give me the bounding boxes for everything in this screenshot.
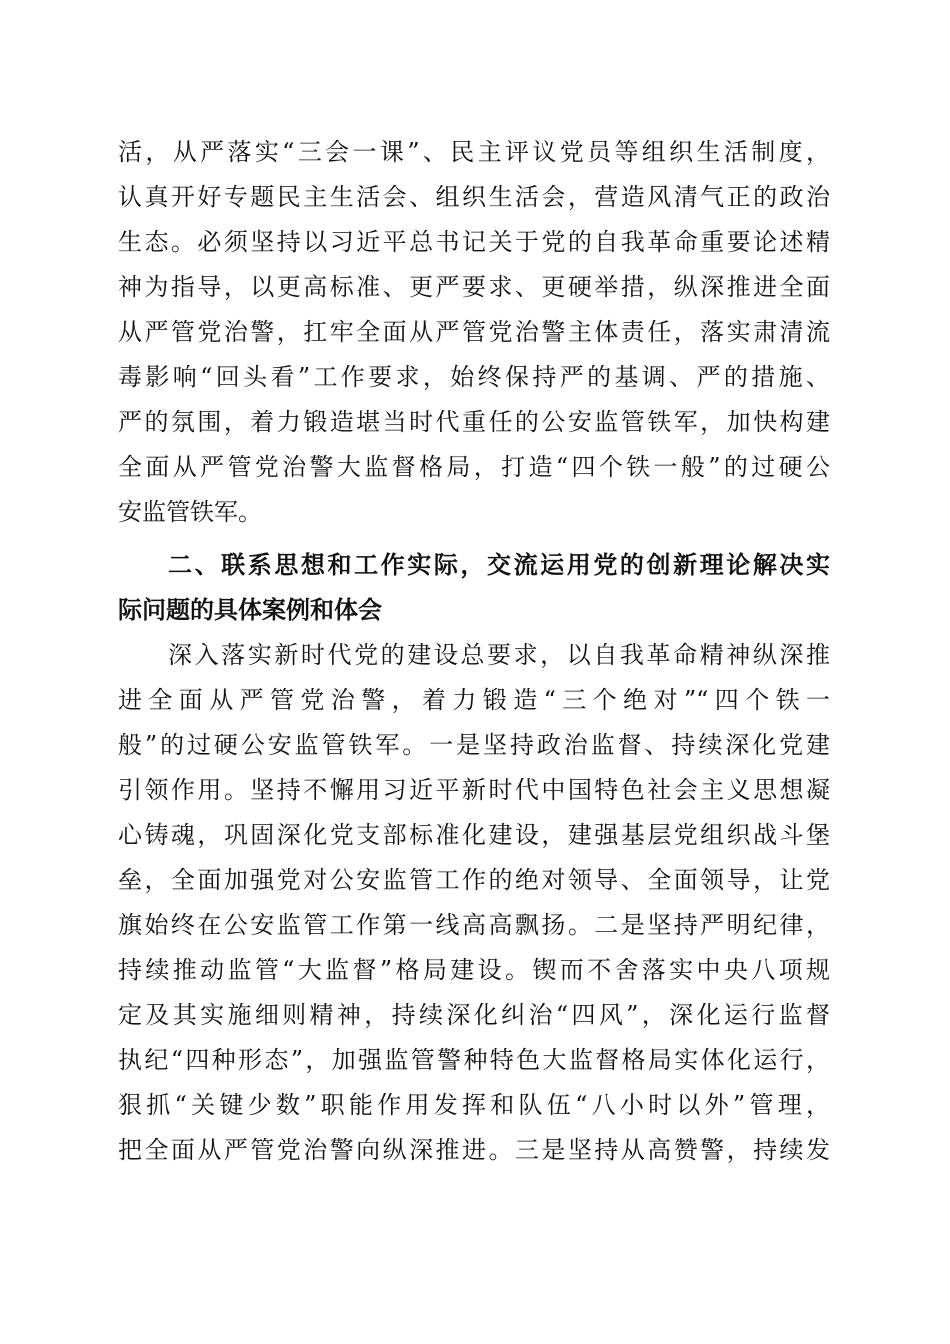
text-line: 狠抓“关键少数”职能作用发挥和队伍“八小时以外”管理， <box>118 1091 830 1119</box>
text-line: 全面从严管党治警大监督格局，打造“四个铁一般”的过硬公 <box>118 453 830 481</box>
text-line: 心铸魂，巩固深化党支部标准化建设，建强基层党组织战斗堡 <box>118 821 830 849</box>
text-line: 般”的过硬公安监管铁军。一是坚持政治监督、持续深化党建 <box>118 731 830 759</box>
paragraph-1 <box>118 133 830 538</box>
document-page <box>118 133 830 1176</box>
text-line: 认真开好专题民主生活会、组织生活会，营造风清气正的政治 <box>118 183 830 211</box>
text-line: 活，从严落实“三会一课”、民主评议党员等组织生活制度， <box>118 138 830 166</box>
text-line: 严的氛围，着力锻造堪当时代重任的公安监管铁军，加快构建 <box>118 408 830 436</box>
text-line: 把全面从严管党治警向纵深推进。三是坚持从高赞警，持续发 <box>118 1136 830 1164</box>
text-line: 从严管党治警，扛牢全面从严管党治警主体责任，落实肃清流 <box>118 318 830 346</box>
text-line: 生态。必须坚持以习近平总书记关于党的自我革命重要论述精 <box>118 228 830 256</box>
heading-line: 二、联系思想和工作实际，交流运用党的创新理论解决实 <box>168 551 830 579</box>
paragraph-2 <box>118 636 830 1176</box>
text-line: 旗始终在公安监管工作第一线高高飘扬。二是坚持严明纪律， <box>118 911 830 939</box>
text-line: 引领作用。坚持不懈用习近平新时代中国特色社会主义思想凝 <box>118 776 830 804</box>
section-heading <box>118 546 830 636</box>
text-line: 垒，全面加强党对公安监管工作的绝对领导、全面领导，让党 <box>118 866 830 894</box>
text-line: 执纪“四种形态”，加强监管警种特色大监督格局实体化运行， <box>118 1046 830 1074</box>
text-line: 定及其实施细则精神，持续深化纠治“四风”，深化运行监督 <box>118 1001 830 1029</box>
text-line: 毒影响“回头看”工作要求，始终保持严的基调、严的措施、 <box>118 363 830 391</box>
text-line: 安监管铁军。 <box>118 498 262 526</box>
text-line: 进全面从严管党治警，着力锻造“三个绝对”“四个铁一 <box>118 686 830 714</box>
text-line: 神为指导，以更高标准、更严要求、更硬举措，纵深推进全面 <box>118 273 830 301</box>
heading-line: 际问题的具体案例和体会 <box>118 596 382 624</box>
text-line: 深入落实新时代党的建设总要求，以自我革命精神纵深推 <box>168 641 830 669</box>
text-line: 持续推动监管“大监督”格局建设。锲而不舍落实中央八项规 <box>118 956 830 984</box>
